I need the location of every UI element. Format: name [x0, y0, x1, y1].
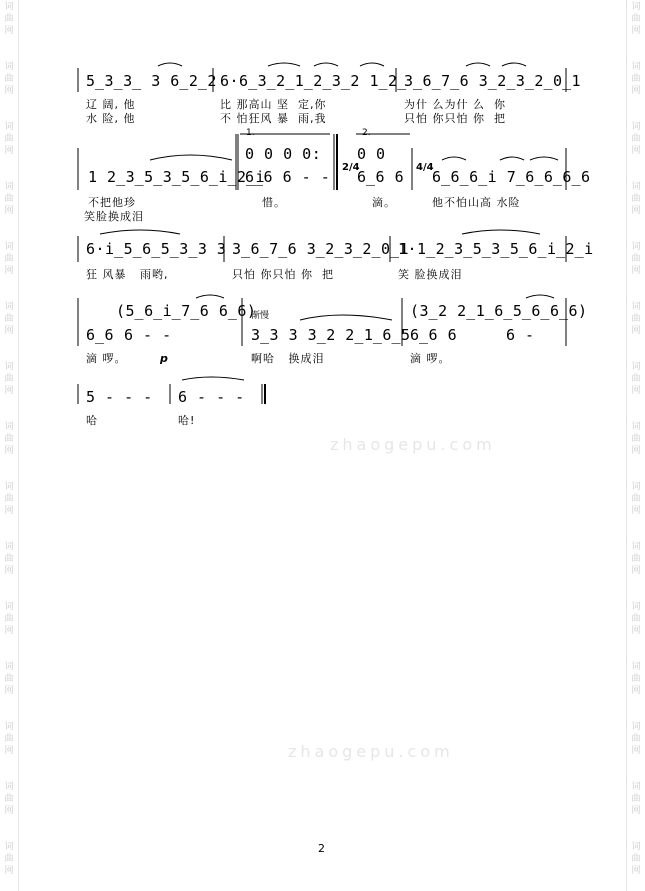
side-watermark-char: 曲 [631, 794, 641, 804]
side-watermark-char: 曲 [631, 374, 641, 384]
row4-instrumental-fill-2: (3̲2 2̲1̲6̲5̲6̲6̲6) [410, 302, 588, 320]
row4-instrumental-fill-1: (5̲6̲i̲7̲6 6̲6) [116, 302, 257, 320]
side-watermark-char: 曲 [631, 554, 641, 564]
row3-bar1-notes: 6·i̲5̲6̲5̲3̲3 3 [86, 240, 227, 258]
side-watermark-char: 曲 [4, 734, 14, 744]
side-watermark-char: 网 [631, 686, 641, 696]
side-watermark-char: 词 [631, 62, 641, 72]
side-watermark-char: 词 [631, 542, 641, 552]
slur [158, 63, 182, 66]
side-watermark-char: 网 [631, 146, 641, 156]
side-watermark-char: 曲 [631, 494, 641, 504]
row2-bar3-lyrics-verse1: 滴。 [372, 196, 396, 209]
side-watermark-char: 曲 [4, 614, 14, 624]
row2-bar2-notes: 6̲6 6 - - [245, 168, 331, 186]
slur [300, 315, 392, 320]
side-watermark-char: 曲 [4, 314, 14, 324]
row4-bar2-notes: 3̲3 3 3̲2 2̲1̲6̲5 [251, 326, 411, 344]
side-watermark-char: 网 [4, 806, 14, 816]
page-number: 2 [318, 842, 325, 855]
side-watermark-char: 网 [4, 446, 14, 456]
side-watermark-char: 网 [631, 566, 641, 576]
row2-bar5-notes: 6̲6̲6̲i 7̲6̲6̲6̲6 [432, 168, 591, 186]
row2-time-signature-4-4: 4/4 [416, 162, 434, 173]
side-watermark-char: 网 [631, 866, 641, 876]
side-watermark-char: 网 [4, 746, 14, 756]
watermark-text-2: zhaogepu.com [288, 742, 454, 761]
side-watermark-char: 网 [4, 206, 14, 216]
side-watermark-char: 词 [4, 842, 14, 852]
side-watermark-char: 词 [4, 662, 14, 672]
side-watermark-char: 词 [631, 422, 641, 432]
side-watermark-char: 网 [4, 506, 14, 516]
side-watermark-char: 曲 [4, 194, 14, 204]
row5-bar2-notes: 6 - - - [178, 388, 245, 406]
row1-bar2-lyrics-verse2: 不 怕狂风 暴 雨,我 [220, 112, 327, 125]
row1-bar2-notes: 6·6̲3̲2̲1̲2̲3̲2 1̲2̲ [220, 72, 407, 90]
side-watermark-char: 曲 [631, 194, 641, 204]
row1-bar2-lyrics-verse1: 比 那高山 坚 定,你 [220, 98, 327, 111]
side-watermark-char: 曲 [4, 434, 14, 444]
row2-volta2-notes: 6̲6 6 [357, 168, 405, 186]
side-watermark-char: 词 [4, 362, 14, 372]
row5-bar1-lyrics: 哈 [86, 414, 98, 427]
slur [150, 155, 232, 160]
side-watermark-char: 词 [4, 242, 14, 252]
row1-bar1-notes: 5̲3̲3̲ 3 6̲2̲2 [86, 72, 217, 90]
row2-volta1-rest-notes: 0 0 0 0: [245, 145, 322, 163]
side-watermark-char: 曲 [631, 614, 641, 624]
side-watermark-char: 网 [631, 506, 641, 516]
row2-time-signature-2-4: 2/4 [342, 162, 360, 173]
slur [196, 295, 224, 298]
row4-bar3-notes: 6̲6 6 [410, 326, 458, 344]
side-watermark-char: 曲 [631, 434, 641, 444]
side-watermark-char: 曲 [4, 254, 14, 264]
slur [314, 63, 338, 66]
side-watermark-char: 曲 [4, 494, 14, 504]
slur [182, 377, 244, 380]
side-watermark-char: 词 [4, 62, 14, 72]
side-watermark-char: 曲 [631, 314, 641, 324]
side-watermark-char: 词 [4, 542, 14, 552]
side-watermark-char: 曲 [631, 254, 641, 264]
row3-bar3-lyrics: 笑 脸换成泪 [398, 268, 463, 281]
side-watermark-char: 网 [631, 806, 641, 816]
row4-pickup-notes: 6̲6 [86, 326, 115, 344]
side-watermark-char: 网 [631, 446, 641, 456]
row1-bar3-lyrics-verse1: 为什 么为什 么 你 [404, 98, 506, 111]
row2-bar1-notes: 1 2̲3̲5̲3̲5̲6̲i̲2̲i [88, 168, 266, 186]
side-watermark-char: 曲 [631, 854, 641, 864]
side-watermark-char: 网 [631, 86, 641, 96]
side-watermark-char: 网 [631, 206, 641, 216]
side-watermark-char: 词 [4, 722, 14, 732]
side-watermark-char: 词 [631, 842, 641, 852]
row2-bar1-lyrics-verse1: 不把他珍 [88, 196, 136, 209]
row5-bar2-lyrics: 哈! [178, 414, 196, 427]
row2-volta2-rest-notes: 0 0 [357, 145, 386, 163]
volta-1-label: 1. [246, 128, 255, 138]
side-watermark-char: 曲 [4, 14, 14, 24]
row3-bar2-lyrics: 只怕 你只怕 你 把 [232, 268, 334, 281]
side-watermark-char: 网 [631, 326, 641, 336]
slur [466, 63, 490, 66]
row5-bar1-notes: 5 - - - [86, 388, 153, 406]
side-watermark-char: 词 [631, 242, 641, 252]
row4-bar1-notes: 6 - - [124, 326, 172, 344]
side-watermark-char: 词 [4, 782, 14, 792]
side-watermark-char: 曲 [631, 734, 641, 744]
side-watermark-char: 曲 [4, 374, 14, 384]
slur [462, 230, 540, 234]
side-watermark-char: 词 [631, 482, 641, 492]
slur [360, 63, 384, 66]
side-watermark-char: 网 [4, 266, 14, 276]
side-watermark-char: 词 [4, 482, 14, 492]
side-watermark-char: 网 [4, 86, 14, 96]
side-watermark-char: 网 [4, 566, 14, 576]
row3-bar1-lyrics: 狂 风暴 雨哟, [86, 268, 169, 281]
side-watermark-char: 词 [631, 2, 641, 12]
slur [100, 230, 180, 234]
side-watermark-char: 网 [4, 686, 14, 696]
side-watermark-char: 曲 [631, 14, 641, 24]
side-watermark-char: 网 [4, 146, 14, 156]
slur [502, 63, 526, 66]
slur [526, 295, 554, 298]
side-watermark-char: 词 [631, 782, 641, 792]
side-watermark-char: 网 [631, 266, 641, 276]
row1-bar1-lyrics-verse2: 水 险, 他 [86, 112, 136, 125]
side-watermark-char: 词 [4, 602, 14, 612]
side-watermark-char: 曲 [631, 74, 641, 84]
side-watermark-char: 网 [631, 626, 641, 636]
volta-2-label: 2. [362, 128, 371, 138]
side-watermark-char: 词 [631, 362, 641, 372]
side-watermark-char: 曲 [4, 554, 14, 564]
side-watermark-char: 曲 [4, 674, 14, 684]
side-watermark-char: 网 [631, 386, 641, 396]
side-watermark-char: 词 [4, 122, 14, 132]
slur [500, 157, 524, 160]
side-watermark-char: 词 [631, 182, 641, 192]
row4-bar1-lyrics: 滴 啰。 [86, 352, 127, 365]
side-watermark-char: 词 [4, 302, 14, 312]
side-watermark-char: 网 [4, 866, 14, 876]
side-watermark-char: 词 [631, 122, 641, 132]
row4-bar3-lyrics: 滴 啰。 [410, 352, 451, 365]
row2-bar1-lyrics-verse2: 笑脸换成泪 [84, 210, 144, 223]
side-watermark-char: 曲 [631, 134, 641, 144]
row2-bar4-lyrics-verse1: 他不怕山高 水险 [432, 196, 521, 209]
side-watermark-char: 网 [4, 626, 14, 636]
tempo-ritardando-mark: 渐慢 [251, 311, 270, 321]
side-watermark-char: 词 [4, 2, 14, 12]
side-watermark-char: 词 [631, 602, 641, 612]
slur [268, 63, 300, 66]
row3-bar2-notes: 3̲6̲7̲6 3̲2̲3̲2̲0̲1 [232, 240, 410, 258]
side-watermark-char: 网 [4, 26, 14, 36]
row4-bar2-lyrics: 啊哈 换成泪 [251, 352, 325, 365]
side-watermark-char: 网 [631, 746, 641, 756]
side-watermark-char: 词 [631, 722, 641, 732]
row2-bar2-lyrics-verse1: 惜。 [262, 196, 286, 209]
row3-bar3-notes: 1·1̲2̲3̲5̲3̲5̲6̲i̲2̲i [398, 240, 594, 258]
row1-bar1-lyrics-verse1: 辽 阔, 他 [86, 98, 136, 111]
row1-bar3-lyrics-verse2: 只怕 你只怕 你 把 [404, 112, 506, 125]
side-watermark-char: 曲 [4, 794, 14, 804]
row1-bar3-notes: 3̲6̲7̲6 3̲2̲3̲2̲0̲1 [404, 72, 582, 90]
row4-bar4-notes: 6 - [506, 326, 535, 344]
side-watermark-char: 曲 [4, 854, 14, 864]
watermark-text-1: zhaogepu.com [330, 435, 496, 454]
side-watermark-char: 词 [4, 182, 14, 192]
side-watermark-char: 词 [4, 422, 14, 432]
dynamic-piano: p [160, 352, 168, 365]
side-watermark-char: 网 [4, 386, 14, 396]
side-watermark-char: 词 [631, 662, 641, 672]
slur [442, 157, 466, 160]
side-watermark-char: 网 [631, 26, 641, 36]
side-watermark-char: 曲 [4, 74, 14, 84]
side-watermark-char: 网 [4, 326, 14, 336]
slur [530, 157, 558, 160]
side-watermark-char: 曲 [631, 674, 641, 684]
side-watermark-char: 词 [631, 302, 641, 312]
side-watermark-char: 曲 [4, 134, 14, 144]
